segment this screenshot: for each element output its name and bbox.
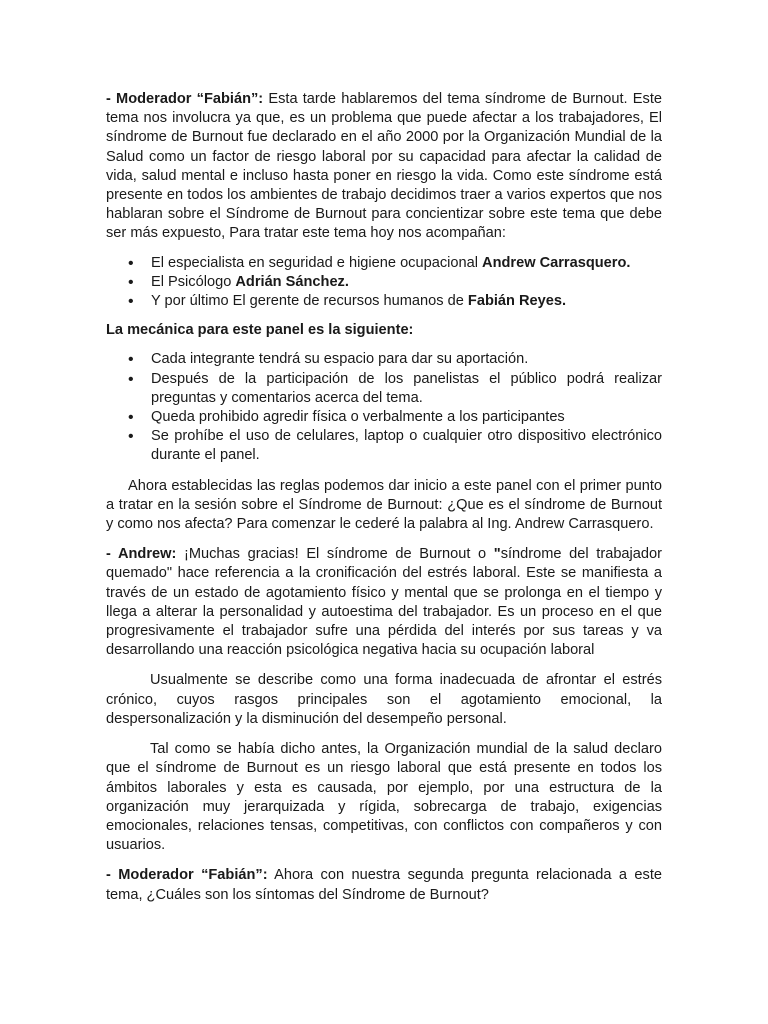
list-item: • El Psicólogo Adrián Sánchez. bbox=[106, 273, 662, 292]
list-item: • Queda prohibido agredir física o verbalmente a los participantes bbox=[106, 408, 662, 427]
speaker-label: - Moderador “Fabián”: bbox=[106, 91, 264, 107]
guest-list bbox=[106, 254, 662, 312]
guest-name: Andrew Carrasquero. bbox=[482, 254, 631, 271]
list-item: • Se prohíbe el uso de celulares, laptop o cualquier otro dispositivo electrónico durante el panel. bbox=[106, 427, 662, 465]
intro-text: Esta tarde hablaremos del tema síndrome de Burnout. Este tema nos involucra ya que, es un problema que puede afectar a los trabajadores, El síndrome de Burnout fue declarado en el año 2000 por la Organización Mundial de la Salud como un factor de riesgo laboral por su capacidad para afectar la calidad de vida, salud mental e incluso hasta poner en riesgo la vida. Como este síndrome está presente en todos los ambientes de trabajo decidimos traer a varios expertos que nos hablaran sobre el Síndrome de Burnout para concientizar sobre este tema que debe ser más expuesto, Para tratar este tema hoy nos acompañan: bbox=[106, 91, 663, 242]
intro-paragraph bbox=[106, 90, 662, 244]
moderator-question-paragraph: - Moderador “Fabián”: Ahora con nuestra segunda pregunta relacionada a este tema, ¿Cuáles son los síntomas del Síndrome de Burnout? bbox=[106, 867, 662, 903]
start-paragraph: Ahora establecidas las reglas podemos dar inicio a este panel con el primer punto a tratar en la sesión sobre el Síndrome de Burnout: ¿Que es el síndrome de Burnout y como nos afecta? Para comenzar le cederé la palabra al Ing. Andrew Carrasquero. bbox=[106, 477, 662, 533]
oms-paragraph: Tal como se había dicho antes, la Organización mundial de la salud declaro que el síndrome de Burnout es un riesgo laboral que está presente en todos los ámbitos laborales y esta es causada, por ejemplo, por una estructura de la organización muy jerarquizada y rígida, sobrecarga de trabajo, exigencias emocionales, relaciones tensas, competitivas, con conflictos con compañeros y con usuarios. bbox=[106, 741, 662, 854]
speaker-label: - Moderador “Fabián”: bbox=[106, 867, 268, 884]
usual-paragraph: Usualmente se describe como una forma inadecuada de afrontar el estrés crónico, cuyos rasgos principales son el agotamiento emocional, la despersonalización y la disminución del desempeño personal. bbox=[106, 672, 662, 727]
list-item: • Cada integrante tendrá su espacio para dar su aportación. bbox=[106, 350, 662, 369]
list-item: • El especialista en seguridad e higiene ocupacional Andrew Carrasquero. bbox=[106, 254, 662, 273]
rules-heading: La mecánica para este panel es la siguiente: bbox=[106, 322, 414, 339]
list-item: • Y por último El gerente de recursos humanos de Fabián Reyes. bbox=[106, 292, 662, 311]
speaker-label: - Andrew: bbox=[106, 546, 177, 563]
list-item: • Después de la participación de los panelistas el público podrá realizar preguntas y comentarios acerca del tema. bbox=[106, 370, 662, 408]
rules-list bbox=[106, 350, 662, 465]
guest-name: Adrián Sánchez. bbox=[235, 273, 349, 290]
guest-name: Fabián Reyes. bbox=[467, 293, 567, 310]
andrew-paragraph: - Andrew: ¡Muchas gracias! El síndrome de Burnout o "síndrome del trabajador quemado" hace referencia a la cronificación del estrés laboral. Este se manifiesta a través de un estado de agotamiento físico y mental que se prolonga en el tiempo y llega a alterar la personalidad y autoestima del trabajador. Es un proceso en el que progresivamente el trabajador sufre una pérdida del interés por sus tareas y va desarrollando una reacción psicológica negativa hacia su ocupación laboral bbox=[106, 546, 663, 659]
